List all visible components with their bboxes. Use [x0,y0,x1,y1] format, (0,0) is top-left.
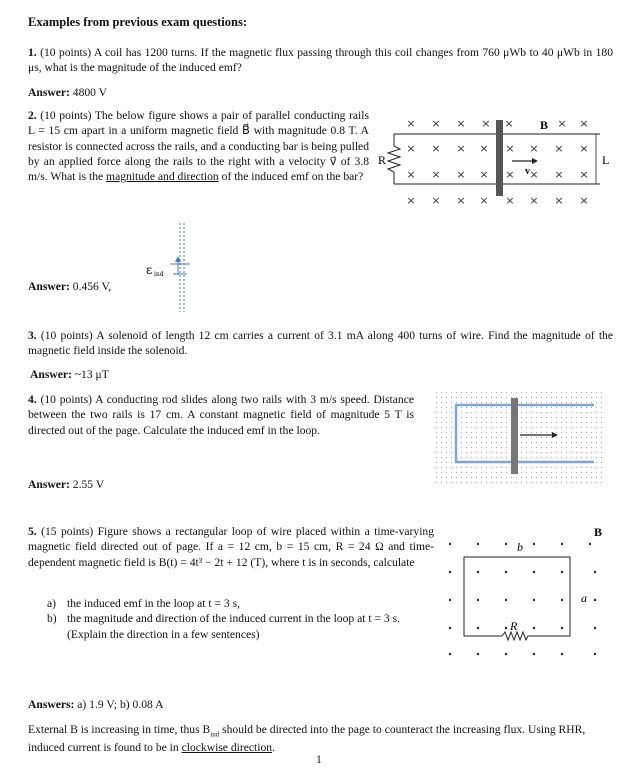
field-x-mark: × [479,168,489,181]
field-x-mark: × [505,194,515,207]
explanation [28,722,613,755]
answer-value: 4800 V [72,86,108,99]
field-label: B [540,118,549,132]
field-label: B [594,525,603,539]
question-number: 2. [28,109,37,122]
field-x-mark: × [579,117,589,130]
list-item [47,611,427,626]
height-label: a [581,591,587,605]
field-x-mark: × [579,168,589,181]
question-text: (10 points) The below figure shows a pair of parallel conducting rails L = 15 cm apart in a uniform magnetic field B⃗ with magnitude 0.8 T. A resistor is connected across the rails, and a conducting bar is being pulled by an applied force along the rails to the right with a velocity v⃗ of 3.8 m/s. What is the [28,109,369,184]
explanation-subscript: ind [210,730,220,739]
field-x-mark: × [554,194,564,207]
field-x-mark: × [504,117,514,130]
field-x-mark: × [529,142,539,155]
question-text: (10 points) A solenoid of length 12 cm carries a current of 3.1 mA along 400 turns of wire. Find the magnitude of the magnetic field inside the solenoid. [28,329,613,358]
answer-3 [30,367,109,382]
explanation-end: . [272,740,275,754]
list-item [47,627,427,642]
field-x-mark: × [456,117,466,130]
answer-value: ~13 μT [74,368,109,381]
question-3 [28,328,613,359]
field-x-mark: × [479,194,489,207]
field-x-mark: × [431,117,441,130]
field-x-mark: × [406,194,416,207]
field-x-mark: × [554,142,564,155]
answer-4 [28,477,104,492]
question-text: (15 points) Figure shows a rectangular loop of wire placed within a time-varying magnetic field directed out of page. If a = 12 cm, b = 15 cm, R = 24 Ω and time-dependent magnetic field is B(t) = 4t³ − 2t + 12 (T), where t is in seconds, calculate [28,525,435,569]
field-x-mark: × [505,168,515,181]
velocity-label: v [525,166,530,177]
field-x-mark: × [456,142,466,155]
answer-label: Answer: [28,478,70,491]
dashed-conductor [180,223,184,312]
list-marker: a) [47,597,57,610]
question-4 [28,392,414,438]
answers-5 [28,697,163,712]
answer-label: Answer: [28,86,70,99]
width-label: b [517,540,523,554]
question-number: 5. [28,525,37,538]
field-x-mark: × [529,168,539,181]
emf-symbol: ε [146,263,153,277]
question-number: 3. [28,329,37,342]
page-number: 1 [316,753,322,766]
answers-label: Answers: [28,698,75,711]
list-item-text: the magnitude and direction of the induced current in the loop at t = 3 s. [67,612,401,626]
answer-label: Answer: [30,368,72,381]
field-x-mark: × [481,117,491,130]
field-x-mark: × [431,142,441,155]
emf-subscript: ind [154,271,164,278]
answer-2 [28,279,111,294]
field-x-mark: × [406,117,416,130]
sliding-bar [496,120,503,196]
question-number: 1. [28,46,37,59]
rectangular-loop-figure [440,522,610,657]
answer-value: 2.55 V [72,478,105,491]
field-x-mark: × [431,194,441,207]
list-item-text: (Explain the direction in a few sentences) [67,627,260,641]
field-dots [449,543,596,655]
resistor-label: R [510,619,518,633]
field-x-mark: × [479,142,489,155]
field-x-mark: × [554,168,564,181]
field-x-mark: × [579,142,589,155]
question-2 [28,108,369,184]
page-title: Examples from previous exam questions: [28,15,247,29]
question-1 [28,45,613,76]
conducting-rod [511,398,518,474]
answer-value: 0.456 V, [72,280,112,293]
field-x-mark: × [579,194,589,207]
field-x-mark: × [456,194,466,207]
field-x-mark: × [406,142,416,155]
answer-1 [28,85,107,100]
resistor [388,134,400,184]
explanation-text: External B is increasing in time, thus B [28,723,211,736]
question-number: 4. [28,393,37,406]
velocity-arrowhead [532,158,538,164]
question-5 [28,524,434,570]
field-x-mark: × [529,194,539,207]
question-text-end: of the induced emf on the bar? [221,170,364,184]
answer-label: Answer: [28,280,70,293]
list-item [47,596,427,611]
list-item-text: the induced emf in the loop at t = 3 s, [67,597,241,610]
answers-value: a) 1.9 V; b) 0.08 A [77,698,164,711]
sliding-rod-figure [434,390,604,485]
explanation-underlined: clockwise direction [181,740,273,754]
list-marker: b) [47,612,57,626]
field-x-mark: × [557,117,567,130]
field-x-mark: × [406,168,416,181]
loop-resistor [502,632,528,640]
question-text-underlined: magnitude and direction [106,170,219,184]
field-x-mark: × [456,168,466,181]
field-x-mark: × [505,142,515,155]
explanation-text-cont: should be directed into the page to counteract the increasing flux. Using RHR, induced current is found to be in [28,723,586,754]
emf-sketch [140,220,200,315]
rails-figure [374,112,614,212]
resistor-label: R [378,153,387,167]
question-text: (10 points) A conducting rod slides along two rails with 3 m/s speed. Distance between the two rails is 17 cm. A constant magnetic field of magnitude 5 T is directed out of the page. Calculate the induced emf in the loop. [28,393,414,437]
question-5-items [47,596,427,642]
length-label: L [602,153,610,167]
field-x-mark: × [431,168,441,181]
question-text: (10 points) A coil has 1200 turns. If the magnetic flux passing through this coil changes from 760 μWb to 40 μWb in 180 μs, what is the magnitude of the induced emf? [28,46,613,75]
